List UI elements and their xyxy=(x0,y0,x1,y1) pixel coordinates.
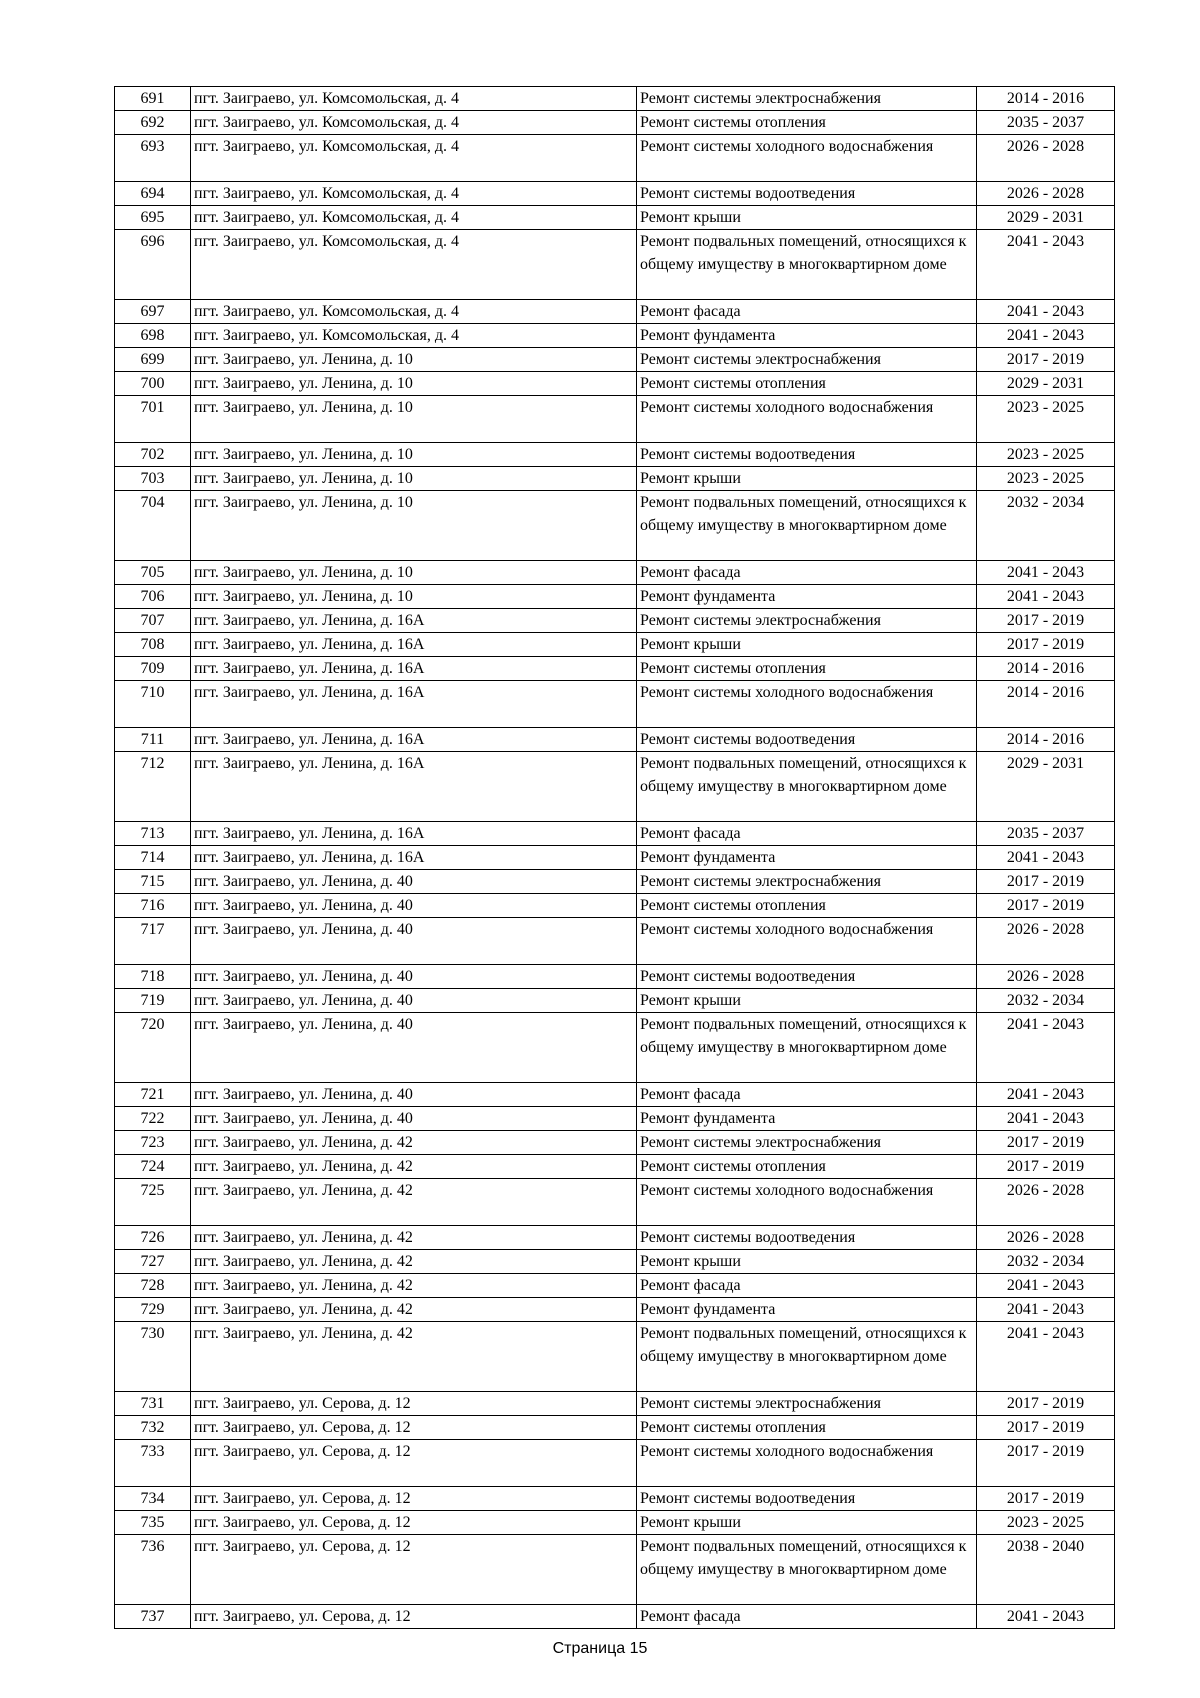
period-cell: 2032 - 2034 xyxy=(977,989,1115,1013)
row-number-cell: 710 xyxy=(115,681,191,728)
work-type-cell: Ремонт системы электроснабжения xyxy=(637,870,977,894)
row-number-cell: 703 xyxy=(115,467,191,491)
row-number-cell: 697 xyxy=(115,300,191,324)
address-cell: пгт. Заиграево, ул. Ленина, д. 16А xyxy=(191,752,637,822)
table-row xyxy=(115,965,1115,989)
period-cell: 2026 - 2028 xyxy=(977,918,1115,965)
row-number-cell: 692 xyxy=(115,111,191,135)
address-cell: пгт. Заиграево, ул. Ленина, д. 16А xyxy=(191,728,637,752)
row-number-cell: 737 xyxy=(115,1605,191,1629)
period-cell: 2017 - 2019 xyxy=(977,609,1115,633)
row-number-cell: 723 xyxy=(115,1131,191,1155)
work-type-cell: Ремонт подвальных помещений, относящихся к общему имуществу в многоквартирном доме xyxy=(637,230,977,300)
period-cell: 2017 - 2019 xyxy=(977,870,1115,894)
period-cell: 2014 - 2016 xyxy=(977,728,1115,752)
row-number-cell: 728 xyxy=(115,1274,191,1298)
row-number-cell: 731 xyxy=(115,1392,191,1416)
period-cell: 2014 - 2016 xyxy=(977,681,1115,728)
address-cell: пгт. Заиграево, ул. Серова, д. 12 xyxy=(191,1487,637,1511)
work-type-cell: Ремонт подвальных помещений, относящихся к общему имуществу в многоквартирном доме xyxy=(637,1322,977,1392)
row-number-cell: 721 xyxy=(115,1083,191,1107)
row-number-cell: 712 xyxy=(115,752,191,822)
work-type-cell: Ремонт фундамента xyxy=(637,1107,977,1131)
work-type-cell: Ремонт подвальных помещений, относящихся к общему имуществу в многоквартирном доме xyxy=(637,752,977,822)
address-cell: пгт. Заиграево, ул. Ленина, д. 16А xyxy=(191,657,637,681)
work-type-cell: Ремонт системы электроснабжения xyxy=(637,1392,977,1416)
work-type-cell: Ремонт крыши xyxy=(637,989,977,1013)
work-type-cell: Ремонт фундамента xyxy=(637,324,977,348)
table-row xyxy=(115,1179,1115,1226)
row-number-cell: 706 xyxy=(115,585,191,609)
address-cell: пгт. Заиграево, ул. Ленина, д. 40 xyxy=(191,965,637,989)
row-number-cell: 696 xyxy=(115,230,191,300)
address-cell: пгт. Заиграево, ул. Комсомольская, д. 4 xyxy=(191,135,637,182)
table-row xyxy=(115,989,1115,1013)
period-cell: 2023 - 2025 xyxy=(977,467,1115,491)
period-cell: 2014 - 2016 xyxy=(977,87,1115,111)
address-cell: пгт. Заиграево, ул. Ленина, д. 40 xyxy=(191,989,637,1013)
period-cell: 2017 - 2019 xyxy=(977,1440,1115,1487)
work-type-cell: Ремонт фасада xyxy=(637,561,977,585)
work-type-cell: Ремонт фундамента xyxy=(637,1298,977,1322)
address-cell: пгт. Заиграево, ул. Ленина, д. 16А xyxy=(191,822,637,846)
address-cell: пгт. Заиграево, ул. Ленина, д. 40 xyxy=(191,870,637,894)
period-cell: 2041 - 2043 xyxy=(977,1322,1115,1392)
table-row xyxy=(115,230,1115,300)
row-number-cell: 699 xyxy=(115,348,191,372)
table-row xyxy=(115,1155,1115,1179)
address-cell: пгт. Заиграево, ул. Комсомольская, д. 4 xyxy=(191,230,637,300)
work-type-cell: Ремонт системы отопления xyxy=(637,111,977,135)
table-row xyxy=(115,1605,1115,1629)
work-type-cell: Ремонт крыши xyxy=(637,467,977,491)
row-number-cell: 722 xyxy=(115,1107,191,1131)
table-row xyxy=(115,585,1115,609)
row-number-cell: 711 xyxy=(115,728,191,752)
table-row xyxy=(115,324,1115,348)
table-row xyxy=(115,846,1115,870)
row-number-cell: 693 xyxy=(115,135,191,182)
address-cell: пгт. Заиграево, ул. Ленина, д. 42 xyxy=(191,1155,637,1179)
row-number-cell: 733 xyxy=(115,1440,191,1487)
row-number-cell: 700 xyxy=(115,372,191,396)
work-type-cell: Ремонт фасада xyxy=(637,1083,977,1107)
period-cell: 2017 - 2019 xyxy=(977,1155,1115,1179)
address-cell: пгт. Заиграево, ул. Ленина, д. 42 xyxy=(191,1274,637,1298)
work-type-cell: Ремонт фасада xyxy=(637,300,977,324)
address-cell: пгт. Заиграево, ул. Ленина, д. 42 xyxy=(191,1250,637,1274)
table-row xyxy=(115,135,1115,182)
period-cell: 2017 - 2019 xyxy=(977,348,1115,372)
work-type-cell: Ремонт фасада xyxy=(637,822,977,846)
address-cell: пгт. Заиграево, ул. Ленина, д. 40 xyxy=(191,894,637,918)
work-type-cell: Ремонт крыши xyxy=(637,206,977,230)
work-type-cell: Ремонт подвальных помещений, относящихся к общему имуществу в многоквартирном доме xyxy=(637,491,977,561)
address-cell: пгт. Заиграево, ул. Ленина, д. 42 xyxy=(191,1179,637,1226)
row-number-cell: 714 xyxy=(115,846,191,870)
period-cell: 2041 - 2043 xyxy=(977,561,1115,585)
table-row xyxy=(115,609,1115,633)
table-row xyxy=(115,443,1115,467)
work-type-cell: Ремонт фасада xyxy=(637,1274,977,1298)
table-row xyxy=(115,467,1115,491)
work-type-cell: Ремонт системы отопления xyxy=(637,1155,977,1179)
work-type-cell: Ремонт системы водоотведения xyxy=(637,443,977,467)
address-cell: пгт. Заиграево, ул. Ленина, д. 10 xyxy=(191,467,637,491)
address-cell: пгт. Заиграево, ул. Ленина, д. 40 xyxy=(191,1083,637,1107)
row-number-cell: 716 xyxy=(115,894,191,918)
period-cell: 2023 - 2025 xyxy=(977,1511,1115,1535)
row-number-cell: 720 xyxy=(115,1013,191,1083)
period-cell: 2041 - 2043 xyxy=(977,300,1115,324)
period-cell: 2041 - 2043 xyxy=(977,846,1115,870)
row-number-cell: 730 xyxy=(115,1322,191,1392)
address-cell: пгт. Заиграево, ул. Ленина, д. 10 xyxy=(191,372,637,396)
table-row xyxy=(115,206,1115,230)
work-type-cell: Ремонт фундамента xyxy=(637,585,977,609)
period-cell: 2029 - 2031 xyxy=(977,372,1115,396)
work-type-cell: Ремонт фундамента xyxy=(637,846,977,870)
row-number-cell: 729 xyxy=(115,1298,191,1322)
address-cell: пгт. Заиграево, ул. Серова, д. 12 xyxy=(191,1440,637,1487)
period-cell: 2017 - 2019 xyxy=(977,633,1115,657)
address-cell: пгт. Заиграево, ул. Комсомольская, д. 4 xyxy=(191,87,637,111)
table-row xyxy=(115,111,1115,135)
row-number-cell: 713 xyxy=(115,822,191,846)
work-type-cell: Ремонт крыши xyxy=(637,633,977,657)
work-type-cell: Ремонт системы отопления xyxy=(637,372,977,396)
address-cell: пгт. Заиграево, ул. Ленина, д. 10 xyxy=(191,585,637,609)
table-row xyxy=(115,1274,1115,1298)
table-row xyxy=(115,728,1115,752)
period-cell: 2032 - 2034 xyxy=(977,491,1115,561)
period-cell: 2035 - 2037 xyxy=(977,111,1115,135)
address-cell: пгт. Заиграево, ул. Серова, д. 12 xyxy=(191,1416,637,1440)
period-cell: 2041 - 2043 xyxy=(977,1298,1115,1322)
work-type-cell: Ремонт системы холодного водоснабжения xyxy=(637,1179,977,1226)
table-row xyxy=(115,300,1115,324)
work-type-cell: Ремонт системы водоотведения xyxy=(637,1226,977,1250)
period-cell: 2026 - 2028 xyxy=(977,182,1115,206)
period-cell: 2017 - 2019 xyxy=(977,1487,1115,1511)
period-cell: 2041 - 2043 xyxy=(977,1083,1115,1107)
work-type-cell: Ремонт крыши xyxy=(637,1250,977,1274)
period-cell: 2017 - 2019 xyxy=(977,1392,1115,1416)
address-cell: пгт. Заиграево, ул. Ленина, д. 42 xyxy=(191,1131,637,1155)
work-type-cell: Ремонт системы отопления xyxy=(637,1416,977,1440)
address-cell: пгт. Заиграево, ул. Комсомольская, д. 4 xyxy=(191,182,637,206)
address-cell: пгт. Заиграево, ул. Серова, д. 12 xyxy=(191,1535,637,1605)
table-row xyxy=(115,1226,1115,1250)
work-type-cell: Ремонт подвальных помещений, относящихся к общему имуществу в многоквартирном доме xyxy=(637,1013,977,1083)
work-type-cell: Ремонт системы холодного водоснабжения xyxy=(637,396,977,443)
table-row xyxy=(115,182,1115,206)
work-type-cell: Ремонт системы водоотведения xyxy=(637,182,977,206)
work-type-cell: Ремонт системы отопления xyxy=(637,894,977,918)
address-cell: пгт. Заиграево, ул. Ленина, д. 42 xyxy=(191,1226,637,1250)
table-row xyxy=(115,1250,1115,1274)
row-number-cell: 719 xyxy=(115,989,191,1013)
row-number-cell: 727 xyxy=(115,1250,191,1274)
address-cell: пгт. Заиграево, ул. Ленина, д. 40 xyxy=(191,1107,637,1131)
address-cell: пгт. Заиграево, ул. Комсомольская, д. 4 xyxy=(191,111,637,135)
row-number-cell: 736 xyxy=(115,1535,191,1605)
period-cell: 2041 - 2043 xyxy=(977,1274,1115,1298)
period-cell: 2017 - 2019 xyxy=(977,1416,1115,1440)
row-number-cell: 698 xyxy=(115,324,191,348)
period-cell: 2026 - 2028 xyxy=(977,1226,1115,1250)
period-cell: 2017 - 2019 xyxy=(977,1131,1115,1155)
period-cell: 2041 - 2043 xyxy=(977,585,1115,609)
table-row xyxy=(115,822,1115,846)
period-cell: 2026 - 2028 xyxy=(977,1179,1115,1226)
work-type-cell: Ремонт системы водоотведения xyxy=(637,965,977,989)
period-cell: 2038 - 2040 xyxy=(977,1535,1115,1605)
address-cell: пгт. Заиграево, ул. Ленина, д. 10 xyxy=(191,396,637,443)
period-cell: 2035 - 2037 xyxy=(977,822,1115,846)
period-cell: 2017 - 2019 xyxy=(977,894,1115,918)
period-cell: 2029 - 2031 xyxy=(977,206,1115,230)
table-row xyxy=(115,870,1115,894)
address-cell: пгт. Заиграево, ул. Ленина, д. 10 xyxy=(191,561,637,585)
period-cell: 2023 - 2025 xyxy=(977,443,1115,467)
work-type-cell: Ремонт системы холодного водоснабжения xyxy=(637,135,977,182)
work-type-cell: Ремонт системы электроснабжения xyxy=(637,87,977,111)
repair-schedule-table xyxy=(114,86,1115,1629)
period-cell: 2041 - 2043 xyxy=(977,1107,1115,1131)
address-cell: пгт. Заиграево, ул. Ленина, д. 16А xyxy=(191,609,637,633)
period-cell: 2041 - 2043 xyxy=(977,1013,1115,1083)
table-row xyxy=(115,1107,1115,1131)
address-cell: пгт. Заиграево, ул. Ленина, д. 40 xyxy=(191,1013,637,1083)
table-row xyxy=(115,1298,1115,1322)
row-number-cell: 705 xyxy=(115,561,191,585)
row-number-cell: 735 xyxy=(115,1511,191,1535)
period-cell: 2029 - 2031 xyxy=(977,752,1115,822)
row-number-cell: 709 xyxy=(115,657,191,681)
address-cell: пгт. Заиграево, ул. Серова, д. 12 xyxy=(191,1392,637,1416)
table-row xyxy=(115,681,1115,728)
table-row xyxy=(115,1511,1115,1535)
row-number-cell: 732 xyxy=(115,1416,191,1440)
table-row xyxy=(115,348,1115,372)
table-row xyxy=(115,396,1115,443)
table-row xyxy=(115,633,1115,657)
table-row xyxy=(115,1131,1115,1155)
address-cell: пгт. Заиграево, ул. Ленина, д. 10 xyxy=(191,348,637,372)
period-cell: 2041 - 2043 xyxy=(977,1605,1115,1629)
table-row xyxy=(115,561,1115,585)
work-type-cell: Ремонт системы электроснабжения xyxy=(637,609,977,633)
row-number-cell: 701 xyxy=(115,396,191,443)
work-type-cell: Ремонт системы холодного водоснабжения xyxy=(637,1440,977,1487)
address-cell: пгт. Заиграево, ул. Ленина, д. 42 xyxy=(191,1322,637,1392)
table-row xyxy=(115,87,1115,111)
address-cell: пгт. Заиграево, ул. Ленина, д. 10 xyxy=(191,491,637,561)
table-row xyxy=(115,372,1115,396)
address-cell: пгт. Заиграево, ул. Ленина, д. 16А xyxy=(191,681,637,728)
table-row xyxy=(115,894,1115,918)
work-type-cell: Ремонт крыши xyxy=(637,1511,977,1535)
table-row xyxy=(115,1535,1115,1605)
period-cell: 2026 - 2028 xyxy=(977,135,1115,182)
row-number-cell: 704 xyxy=(115,491,191,561)
table-row xyxy=(115,657,1115,681)
address-cell: пгт. Заиграево, ул. Серова, д. 12 xyxy=(191,1511,637,1535)
period-cell: 2014 - 2016 xyxy=(977,657,1115,681)
row-number-cell: 715 xyxy=(115,870,191,894)
row-number-cell: 695 xyxy=(115,206,191,230)
period-cell: 2026 - 2028 xyxy=(977,965,1115,989)
table-row xyxy=(115,752,1115,822)
table-row xyxy=(115,1322,1115,1392)
table-row xyxy=(115,918,1115,965)
work-type-cell: Ремонт системы электроснабжения xyxy=(637,348,977,372)
work-type-cell: Ремонт подвальных помещений, относящихся к общему имуществу в многоквартирном доме xyxy=(637,1535,977,1605)
row-number-cell: 707 xyxy=(115,609,191,633)
period-cell: 2023 - 2025 xyxy=(977,396,1115,443)
row-number-cell: 717 xyxy=(115,918,191,965)
table-row xyxy=(115,1440,1115,1487)
address-cell: пгт. Заиграево, ул. Ленина, д. 16А xyxy=(191,633,637,657)
work-type-cell: Ремонт системы отопления xyxy=(637,657,977,681)
table-row xyxy=(115,491,1115,561)
row-number-cell: 691 xyxy=(115,87,191,111)
row-number-cell: 724 xyxy=(115,1155,191,1179)
period-cell: 2041 - 2043 xyxy=(977,230,1115,300)
work-type-cell: Ремонт системы водоотведения xyxy=(637,728,977,752)
address-cell: пгт. Заиграево, ул. Серова, д. 12 xyxy=(191,1605,637,1629)
row-number-cell: 694 xyxy=(115,182,191,206)
period-cell: 2041 - 2043 xyxy=(977,324,1115,348)
table-row xyxy=(115,1487,1115,1511)
work-type-cell: Ремонт системы водоотведения xyxy=(637,1487,977,1511)
address-cell: пгт. Заиграево, ул. Комсомольская, д. 4 xyxy=(191,206,637,230)
table-row xyxy=(115,1083,1115,1107)
address-cell: пгт. Заиграево, ул. Ленина, д. 40 xyxy=(191,918,637,965)
address-cell: пгт. Заиграево, ул. Комсомольская, д. 4 xyxy=(191,324,637,348)
period-cell: 2032 - 2034 xyxy=(977,1250,1115,1274)
work-type-cell: Ремонт фасада xyxy=(637,1605,977,1629)
table-row xyxy=(115,1416,1115,1440)
row-number-cell: 718 xyxy=(115,965,191,989)
table-row xyxy=(115,1392,1115,1416)
work-type-cell: Ремонт системы холодного водоснабжения xyxy=(637,681,977,728)
row-number-cell: 725 xyxy=(115,1179,191,1226)
work-type-cell: Ремонт системы холодного водоснабжения xyxy=(637,918,977,965)
row-number-cell: 708 xyxy=(115,633,191,657)
table-row xyxy=(115,1013,1115,1083)
address-cell: пгт. Заиграево, ул. Ленина, д. 42 xyxy=(191,1298,637,1322)
row-number-cell: 726 xyxy=(115,1226,191,1250)
address-cell: пгт. Заиграево, ул. Комсомольская, д. 4 xyxy=(191,300,637,324)
work-type-cell: Ремонт системы электроснабжения xyxy=(637,1131,977,1155)
row-number-cell: 702 xyxy=(115,443,191,467)
row-number-cell: 734 xyxy=(115,1487,191,1511)
page-number: Страница 15 xyxy=(552,1640,648,1657)
address-cell: пгт. Заиграево, ул. Ленина, д. 10 xyxy=(191,443,637,467)
address-cell: пгт. Заиграево, ул. Ленина, д. 16А xyxy=(191,846,637,870)
table-body xyxy=(115,87,1115,1629)
